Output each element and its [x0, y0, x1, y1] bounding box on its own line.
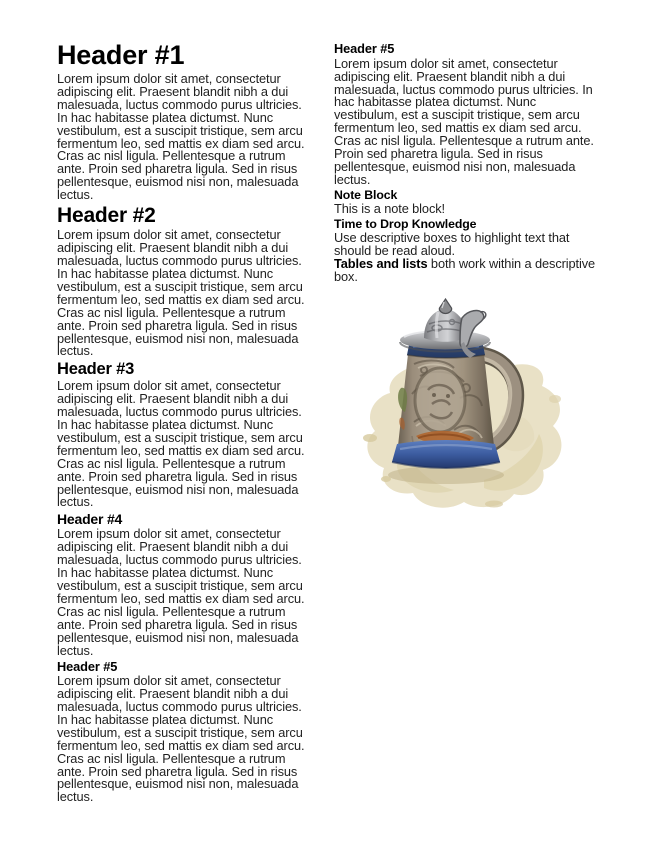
header-5: Header #5 [57, 658, 118, 674]
stein-body [398, 351, 494, 454]
body-paragraph: Lorem ipsum dolor sit amet, consectetur adipiscing elit. Praesent blandit nibh a dui malesuada, luctus commodo purus ultricies. In hac habitasse platea dictumst. Nunc vestibulum, est a suscipit tristique, sem arcu fermentum leo, sed mattis ex diam sed arcu. Cras ac nisl ligula. Pellentesque a rutrum ante. Proin sed pharetra ligula. Sed in risus pellentesque, euismod nisi non, malesuada lectus. [334, 55, 594, 187]
body-paragraph: Lorem ipsum dolor sit amet, consectetur adipiscing elit. Praesent blandit nibh a dui malesuada, luctus commodo purus ultricies. In hac habitasse platea dictumst. Nunc vestibulum, est a suscipit tristique, sem arcu fermentum leo, sed mattis ex diam sed arcu. Cras ac nisl ligula. Pellentesque a rutrum ante. Proin sed pharetra ligula. Sed in risus pellentesque, euismod nisi non, malesuada lectus. [57, 526, 305, 658]
section-3 [57, 360, 312, 509]
header-3: Header #3 [57, 360, 135, 379]
tables-note-bold: Tables and lists [334, 256, 428, 272]
section-right-5 [334, 42, 596, 187]
note-block-title: Note Block [334, 187, 398, 202]
body-paragraph: Lorem ipsum dolor sit amet, consectetur adipiscing elit. Praesent blandit nibh a dui malesuada, luctus commodo purus ultricies. In hac habitasse platea dictumst. Nunc vestibulum, est a suscipit tristique, sem arcu fermentum leo, sed mattis ex diam sed arcu. Cras ac nisl ligula. Pellentesque a rutrum ante. Proin sed pharetra ligula. Sed in risus pellentesque, euismod nisi non, malesuada lectus. [57, 673, 305, 805]
section-5 [57, 660, 312, 805]
beer-stein-svg [334, 298, 634, 518]
tables-note-rest: both work within a descriptive box. [334, 256, 596, 285]
beer-stein-image [334, 298, 634, 518]
body-paragraph: Lorem ipsum dolor sit amet, consectetur adipiscing elit. Praesent blandit nibh a dui malesuada, luctus commodo purus ultricies. In hac habitasse platea dictumst. Nunc vestibulum, est a suscipit tristique, sem arcu fermentum leo, sed mattis ex diam sed arcu. Cras ac nisl ligula. Pellentesque a rutrum ante. Proin sed pharetra ligula. Sed in risus pellentesque, euismod nisi non, malesuada lectus. [57, 71, 305, 203]
header-2: Header #2 [57, 204, 156, 228]
section-2 [57, 204, 312, 358]
knowledge-text: Use descriptive boxes to highlight text that should be read aloud. [334, 229, 570, 258]
knowledge-title: Time to Drop Knowledge [334, 216, 477, 231]
section-1 [57, 40, 312, 202]
tables-note [334, 258, 596, 284]
left-column [57, 40, 312, 805]
header-4: Header #4 [57, 511, 123, 528]
body-paragraph: Lorem ipsum dolor sit amet, consectetur adipiscing elit. Praesent blandit nibh a dui malesuada, luctus commodo purus ultricies. In hac habitasse platea dictumst. Nunc vestibulum, est a suscipit tristique, sem arcu fermentum leo, sed mattis ex diam sed arcu. Cras ac nisl ligula. Pellentesque a rutrum ante. Proin sed pharetra ligula. Sed in risus pellentesque, euismod nisi non, malesuada lectus. [57, 227, 305, 359]
stein-lid [400, 299, 490, 358]
header-5-right: Header #5 [334, 41, 395, 56]
note-block-text: This is a note block! [334, 200, 445, 216]
header-1: Header #1 [57, 40, 185, 70]
right-column [334, 40, 596, 805]
body-paragraph: Lorem ipsum dolor sit amet, consectetur adipiscing elit. Praesent blandit nibh a dui malesuada, luctus commodo purus ultricies. In hac habitasse platea dictumst. Nunc vestibulum, est a suscipit tristique, sem arcu fermentum leo, sed mattis ex diam sed arcu. Cras ac nisl ligula. Pellentesque a rutrum ante. Proin sed pharetra ligula. Sed in risus pellentesque, euismod nisi non, malesuada lectus. [57, 378, 305, 510]
section-4 [57, 511, 312, 657]
stein-foot [392, 440, 500, 468]
